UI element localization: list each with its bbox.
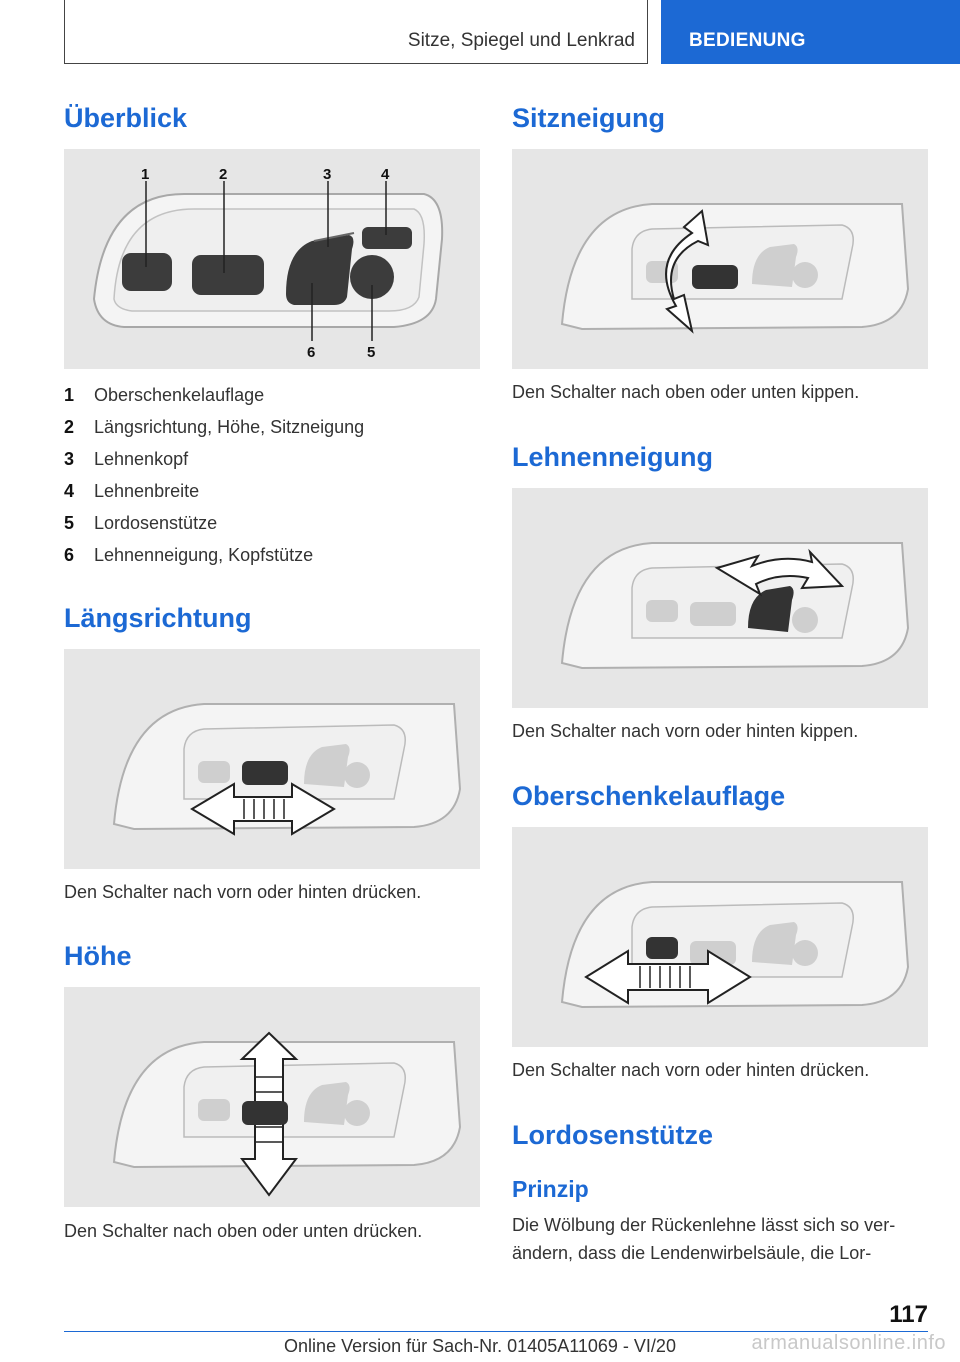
lehnen-figure [512, 488, 928, 708]
laengs-caption: Den Schalter nach vorn oder hinten drücken. [64, 882, 422, 902]
legend-text: Oberschenkelauflage [94, 385, 265, 405]
legend-text: Lehnenbreite [94, 481, 200, 501]
laengs-heading: Längsrichtung [64, 603, 252, 633]
page-number: 117 [889, 1301, 928, 1328]
legend-text: Lehnenneigung, Kopfstütze [94, 545, 314, 565]
legend-number: 3 [64, 449, 75, 469]
hoehe-heading: Höhe [64, 941, 132, 971]
prinzip-paragraph: Die Wölbung der Rückenlehne lässt sich so verändern, dass die Lendenwirbelsäule, die Lor- [512, 1215, 896, 1263]
sitzneigung-heading: Sitzneigung [512, 103, 665, 133]
legend-number: 1 [64, 385, 75, 405]
legend-row [64, 447, 480, 479]
hoehe-figure [64, 987, 480, 1207]
callout-5: 5 [367, 344, 376, 361]
lehnen-heading: Lehnenneigung [512, 442, 713, 472]
legend-row [64, 479, 480, 511]
chapter-title: Sitze, Spiegel und Lenkrad [407, 30, 635, 51]
overview-figure [64, 149, 480, 369]
legend-row [64, 511, 480, 543]
legend-text: Längsrichtung, Höhe, Sitzneigung [94, 417, 365, 437]
callout-3: 3 [323, 166, 332, 183]
prinzip-heading: Prinzip [512, 1176, 589, 1202]
watermark: armanualsonline.info [751, 1332, 946, 1354]
sitzneigung-figure [512, 149, 928, 369]
legend-number: 2 [64, 417, 75, 437]
sitzneigung-caption: Den Schalter nach oben oder unten kippen. [512, 382, 860, 402]
callout-1: 1 [141, 166, 150, 183]
legend-number: 4 [64, 481, 75, 501]
section-label: BEDIENUNG [689, 30, 806, 51]
callout-6: 6 [307, 344, 316, 361]
ober-heading: Oberschenkelauflage [512, 781, 786, 811]
footer-online-version: Online Version für Sach-Nr. 01405A11069 - VI/20 [284, 1336, 676, 1356]
laengs-figure [64, 649, 480, 869]
legend-row [64, 383, 480, 415]
hoehe-caption: Den Schalter nach oben oder unten drücken. [64, 1221, 423, 1241]
legend-number: 6 [64, 545, 75, 565]
legend-row [64, 543, 480, 575]
callout-4: 4 [381, 166, 390, 183]
section-tab [661, 0, 960, 64]
overview-legend [64, 383, 480, 575]
lehnen-caption: Den Schalter nach vorn oder hinten kippen. [512, 721, 859, 741]
legend-row [64, 415, 480, 447]
ober-figure [512, 827, 928, 1047]
legend-number: 5 [64, 513, 75, 533]
legend-text: Lehnenkopf [94, 449, 189, 469]
callout-2: 2 [219, 166, 228, 183]
header-chapter-box [64, 0, 648, 64]
overview-heading: Überblick [64, 103, 188, 133]
ober-caption: Den Schalter nach vorn oder hinten drücken. [512, 1060, 870, 1080]
lordose-heading: Lordosenstütze [512, 1120, 714, 1150]
legend-text: Lordosenstütze [94, 513, 218, 533]
